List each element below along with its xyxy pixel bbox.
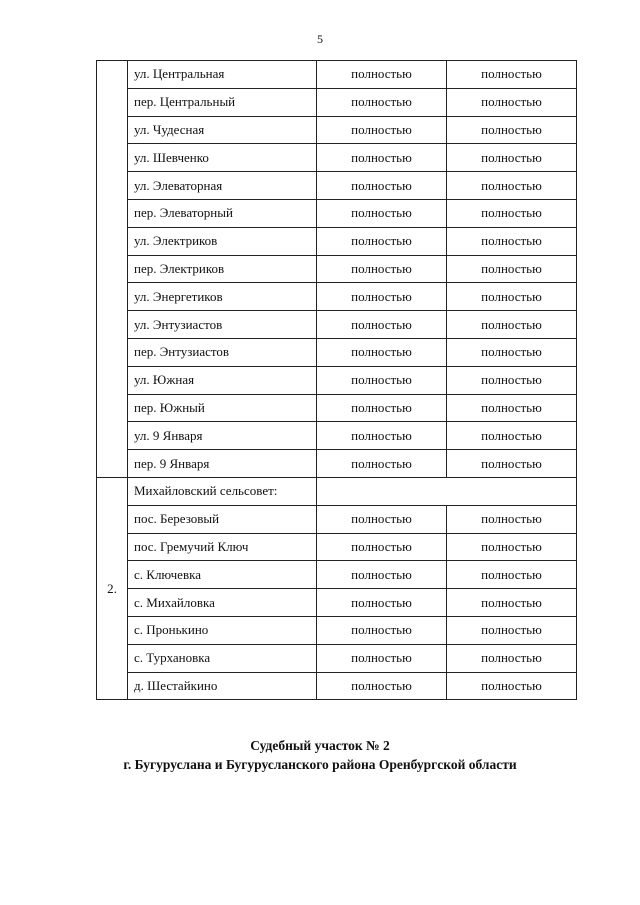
coverage-cell: полностью — [317, 589, 447, 617]
coverage-cell: полностью — [447, 450, 577, 478]
jurisdiction-table — [96, 60, 577, 700]
coverage-cell: полностью — [447, 172, 577, 200]
coverage-cell: полностью — [317, 533, 447, 561]
table-row — [97, 505, 577, 533]
section-subheading: г. Бугуруслана и Бугурусланского района Оренбургской области — [123, 757, 517, 772]
coverage-cell: полностью — [447, 644, 577, 672]
table-row — [97, 144, 577, 172]
coverage-cell: полностью — [447, 394, 577, 422]
coverage-cell: полностью — [447, 505, 577, 533]
table-row — [97, 561, 577, 589]
settlement-name-cell: д. Шестайкино — [128, 672, 317, 700]
coverage-cell: полностью — [317, 283, 447, 311]
street-name-cell: ул. Чудесная — [128, 116, 317, 144]
coverage-cell: полностью — [447, 366, 577, 394]
street-name-cell: ул. Южная — [128, 366, 317, 394]
coverage-cell: полностью — [447, 283, 577, 311]
section-number-cell: 2. — [97, 477, 128, 699]
street-name-cell: пер. Центральный — [128, 88, 317, 116]
street-name-cell: ул. Энтузиастов — [128, 311, 317, 339]
table-row — [97, 644, 577, 672]
coverage-cell: полностью — [447, 116, 577, 144]
coverage-cell: полностью — [317, 227, 447, 255]
coverage-cell: полностью — [317, 199, 447, 227]
table-row — [97, 255, 577, 283]
table-row — [97, 283, 577, 311]
coverage-cell: полностью — [317, 616, 447, 644]
table-row — [97, 227, 577, 255]
coverage-cell: полностью — [447, 589, 577, 617]
street-name-cell: ул. Элеваторная — [128, 172, 317, 200]
street-name-cell: ул. Энергетиков — [128, 283, 317, 311]
coverage-cell: полностью — [447, 88, 577, 116]
coverage-cell: полностью — [317, 450, 447, 478]
coverage-cell: полностью — [447, 227, 577, 255]
street-name-cell: ул. Электриков — [128, 227, 317, 255]
coverage-cell: полностью — [317, 561, 447, 589]
row-number-cell — [97, 61, 128, 478]
table-row — [97, 672, 577, 700]
coverage-cell: полностью — [447, 422, 577, 450]
coverage-cell: полностью — [317, 116, 447, 144]
coverage-cell: полностью — [447, 311, 577, 339]
table-row — [97, 394, 577, 422]
section-title-cell: Михайловский сельсовет: — [128, 477, 317, 505]
street-name-cell: пер. Электриков — [128, 255, 317, 283]
coverage-cell: полностью — [317, 88, 447, 116]
coverage-cell: полностью — [447, 144, 577, 172]
street-name-cell: пер. Элеваторный — [128, 199, 317, 227]
settlement-name-cell: с. Пронькино — [128, 616, 317, 644]
coverage-cell: полностью — [447, 533, 577, 561]
coverage-cell: полностью — [447, 561, 577, 589]
coverage-cell: полностью — [317, 144, 447, 172]
coverage-cell: полностью — [317, 311, 447, 339]
coverage-cell: полностью — [447, 199, 577, 227]
table-row — [97, 61, 577, 89]
coverage-cell: полностью — [317, 672, 447, 700]
section-header-row — [97, 477, 577, 505]
settlement-name-cell: с. Михайловка — [128, 589, 317, 617]
table-row — [97, 116, 577, 144]
settlement-name-cell: с. Турхановка — [128, 644, 317, 672]
settlement-name-cell: пос. Гремучий Ключ — [128, 533, 317, 561]
coverage-cell: полностью — [317, 394, 447, 422]
settlement-name-cell: с. Ключевка — [128, 561, 317, 589]
coverage-cell: полностью — [447, 61, 577, 89]
street-name-cell: пер. Южный — [128, 394, 317, 422]
table-row — [97, 450, 577, 478]
coverage-cell: полностью — [317, 505, 447, 533]
section-empty-cell — [317, 477, 577, 505]
coverage-cell: полностью — [317, 366, 447, 394]
street-name-cell: ул. Шевченко — [128, 144, 317, 172]
table-row — [97, 533, 577, 561]
coverage-cell: полностью — [317, 422, 447, 450]
coverage-cell: полностью — [317, 338, 447, 366]
settlement-name-cell: пос. Березовый — [128, 505, 317, 533]
street-name-cell: пер. Энтузиастов — [128, 338, 317, 366]
street-name-cell: ул. Центральная — [128, 61, 317, 89]
coverage-cell: полностью — [447, 616, 577, 644]
table-row — [97, 88, 577, 116]
street-name-cell: ул. 9 Января — [128, 422, 317, 450]
table-row — [97, 338, 577, 366]
table-row — [97, 366, 577, 394]
table-row — [97, 311, 577, 339]
table-row — [97, 172, 577, 200]
coverage-cell: полностью — [447, 255, 577, 283]
coverage-cell: полностью — [317, 255, 447, 283]
section-heading: Судебный участок № 2 — [250, 738, 390, 753]
table-row — [97, 422, 577, 450]
coverage-cell: полностью — [447, 672, 577, 700]
street-name-cell: пер. 9 Января — [128, 450, 317, 478]
table-row — [97, 616, 577, 644]
table-row — [97, 589, 577, 617]
coverage-cell: полностью — [317, 644, 447, 672]
coverage-cell: полностью — [317, 61, 447, 89]
coverage-cell: полностью — [447, 338, 577, 366]
table-row — [97, 199, 577, 227]
coverage-cell: полностью — [317, 172, 447, 200]
page-number: 5 — [317, 32, 323, 46]
